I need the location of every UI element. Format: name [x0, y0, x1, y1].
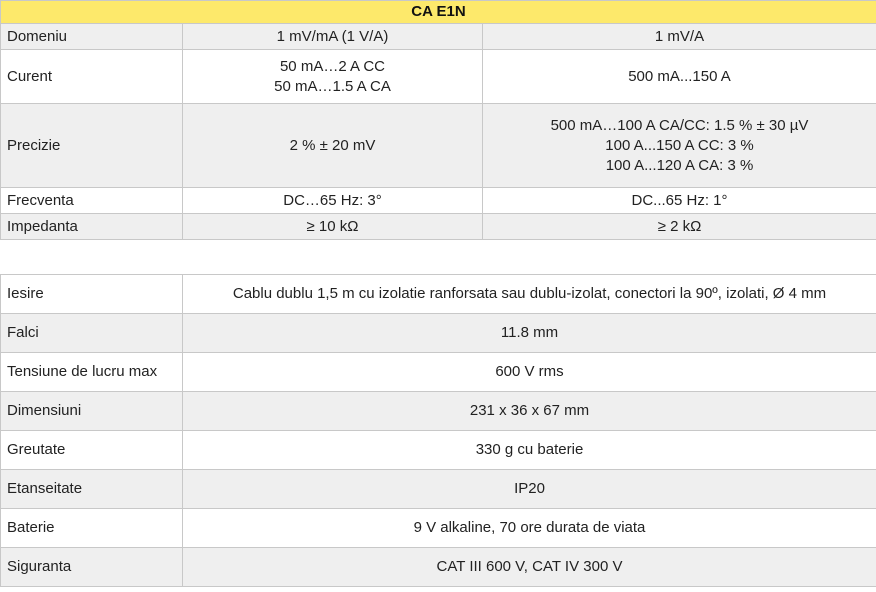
table-row [1, 548, 876, 587]
row-label-domeniu: Domeniu [1, 24, 183, 50]
row-label-curent: Curent [1, 50, 183, 104]
table-row [1, 104, 876, 188]
cell-value: DC...65 Hz: 1° [483, 188, 876, 214]
table-row [1, 214, 876, 240]
cell-value: DC…65 Hz: 3° [183, 188, 483, 214]
row-label-falci: Falci [1, 314, 183, 353]
cell-value: ≥ 10 kΩ [183, 214, 483, 240]
cell-value: 600 V rms [183, 353, 876, 392]
table-row [1, 50, 876, 104]
cell-value: 11.8 mm [183, 314, 876, 353]
table-row [1, 188, 876, 214]
cell-value: CAT III 600 V, CAT IV 300 V [183, 548, 876, 587]
cell-value: Cablu dublu 1,5 m cu izolatie ranforsata sau dublu-izolat, conectori la 90º, izolati, Ø 4 mm [183, 275, 876, 314]
row-label-dimensiuni: Dimensiuni [1, 392, 183, 431]
row-label-impedanta: Impedanta [1, 214, 183, 240]
row-label-tensiune: Tensiune de lucru max [1, 353, 183, 392]
cell-value: 50 mA…2 A CC 50 mA…1.5 A CA [183, 50, 483, 104]
cell-value: 231 x 36 x 67 mm [183, 392, 876, 431]
cell-value: 9 V alkaline, 70 ore durata de viata [183, 509, 876, 548]
cell-value: 2 % ± 20 mV [183, 104, 483, 188]
row-label-iesire: Iesire [1, 275, 183, 314]
table-row [1, 431, 876, 470]
specs-table-general [0, 274, 876, 587]
cell-value: 1 mV/mA (1 V/A) [183, 24, 483, 50]
table-row [1, 275, 876, 314]
table-header-row [1, 1, 876, 24]
row-label-baterie: Baterie [1, 509, 183, 548]
row-label-greutate: Greutate [1, 431, 183, 470]
specs-table-primary [0, 0, 876, 240]
table-row [1, 392, 876, 431]
table-row [1, 509, 876, 548]
table-row [1, 24, 876, 50]
row-label-frecventa: Frecventa [1, 188, 183, 214]
cell-value: 330 g cu baterie [183, 431, 876, 470]
row-label-precizie: Precizie [1, 104, 183, 188]
cell-value: ≥ 2 kΩ [483, 214, 876, 240]
cell-value: IP20 [183, 470, 876, 509]
cell-value: 500 mA…100 A CA/CC: 1.5 % ± 30 µV 100 A...150 A CC: 3 % 100 A...120 A CA: 3 % [483, 104, 876, 188]
row-label-siguranta: Siguranta [1, 548, 183, 587]
cell-value: 500 mA...150 A [483, 50, 876, 104]
table-row [1, 470, 876, 509]
product-title: CA E1N [1, 1, 876, 24]
table-row [1, 353, 876, 392]
table-row [1, 314, 876, 353]
row-label-etanseitate: Etanseitate [1, 470, 183, 509]
cell-value: 1 mV/A [483, 24, 876, 50]
